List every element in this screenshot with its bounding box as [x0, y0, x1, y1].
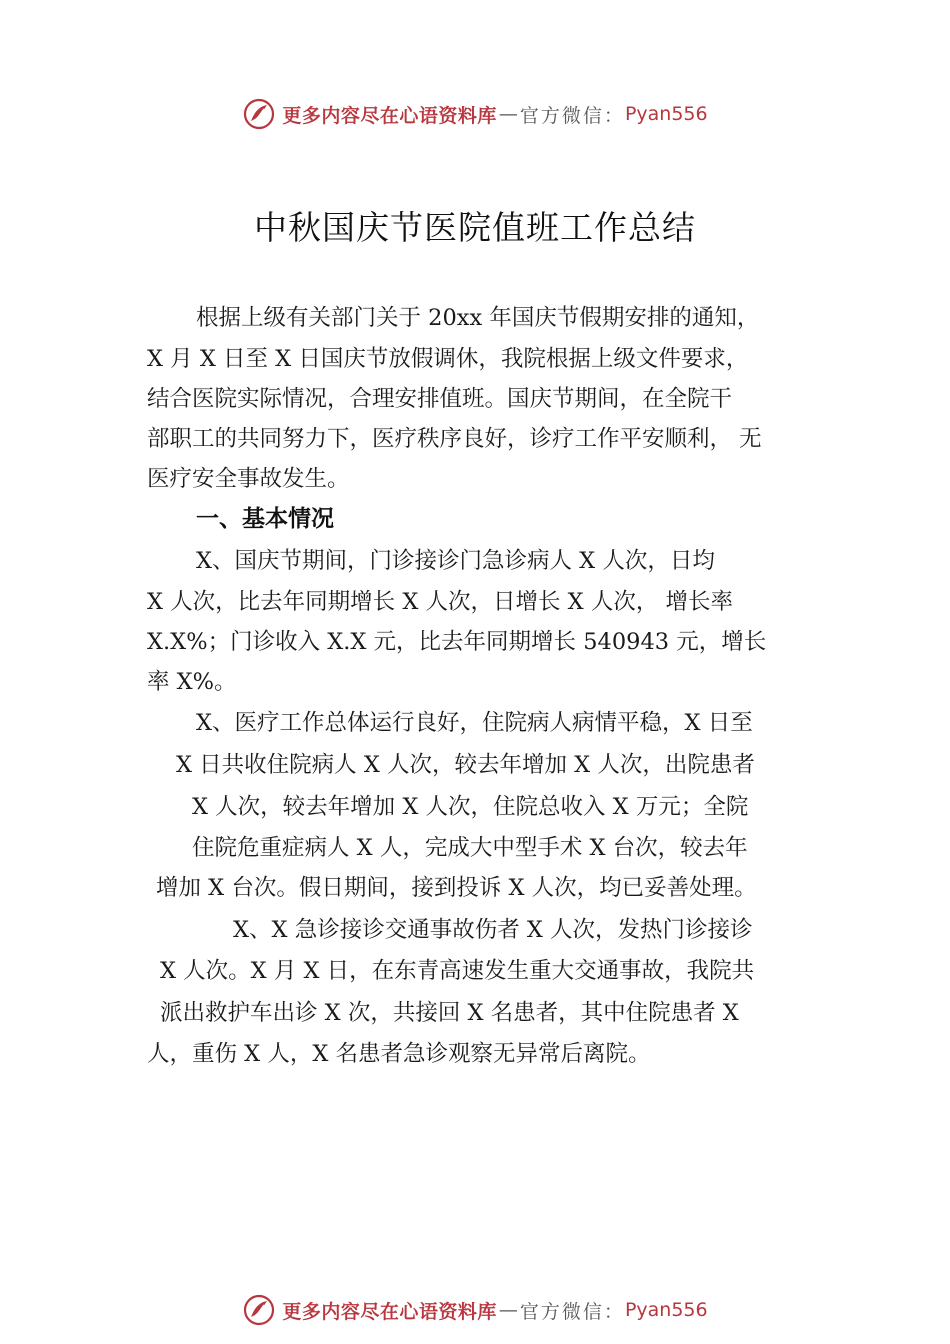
- para1-line: X.X%；门诊收入 X.X 元，比去年同期增长 540943 元，增长: [147, 629, 767, 655]
- banner-wechat-label: 官方微信：: [519, 104, 625, 127]
- banner-wechat-id: Pyan556: [624, 103, 708, 125]
- banner-brand-text: 更多内容尽在心语资料库: [282, 1300, 497, 1323]
- brand-logo-icon: [242, 97, 276, 131]
- para3-line: X 人次。X 月 X 日，在东青高速发生重大交通事故，我院共: [160, 958, 755, 984]
- document-title: 中秋国庆节医院值班工作总结: [254, 208, 696, 247]
- para3-line: X、X 急诊接诊交通事故伤者 X 人次，发热门诊接诊: [233, 917, 753, 943]
- banner-wechat-label: 官方微信：: [519, 1300, 625, 1323]
- para1-line: 率 X%。: [147, 669, 237, 695]
- intro-line: 结合医院实际情况，合理安排值班。国庆节期间，在全院干: [147, 386, 733, 412]
- para1-line: X 人次，比去年同期增长 X 人次，日增长 X 人次， 增长率: [147, 589, 733, 615]
- para1-line: X、国庆节期间，门诊接诊门急诊病人 X 人次，日均: [196, 548, 715, 574]
- para3-line: 人，重伤 X 人，X 名患者急诊观察无异常后离院。: [147, 1041, 651, 1067]
- para2-line: X、医疗工作总体运行良好，住院病人病情平稳，X 日至: [196, 710, 753, 736]
- footer-watermark-banner: [0, 1290, 950, 1330]
- section-heading: 一、基本情况: [196, 506, 334, 532]
- intro-line: 根据上级有关部门关于 20xx 年国庆节假期安排的通知，: [196, 305, 760, 331]
- header-watermark-banner: [0, 94, 950, 134]
- para2-line: 住院危重症病人 X 人，完成大中型手术 X 台次，较去年: [192, 835, 748, 861]
- intro-line: X 月 X 日至 X 日国庆节放假调休，我院根据上级文件要求，: [147, 346, 749, 372]
- brand-logo-icon: [242, 1293, 276, 1327]
- banner-separator: —: [498, 1299, 518, 1321]
- intro-line: 部职工的共同努力下，医疗秩序良好，诊疗工作平安顺利， 无: [147, 426, 762, 452]
- para2-line: 增加 X 台次。假日期间，接到投诉 X 人次，均已妥善处理。: [156, 875, 757, 901]
- banner-wechat-id: Pyan556: [624, 1299, 708, 1321]
- para2-line: X 人次，较去年增加 X 人次，住院总收入 X 万元；全院: [192, 794, 749, 820]
- banner-separator: —: [498, 103, 518, 125]
- intro-line: 医疗安全事故发生。: [147, 466, 350, 492]
- para2-line: X 日共收住院病人 X 人次，较去年增加 X 人次，出院患者: [176, 752, 755, 778]
- para3-line: 派出救护车出诊 X 次，共接回 X 名患者，其中住院患者 X: [160, 1000, 739, 1026]
- banner-brand-text: 更多内容尽在心语资料库: [282, 104, 497, 127]
